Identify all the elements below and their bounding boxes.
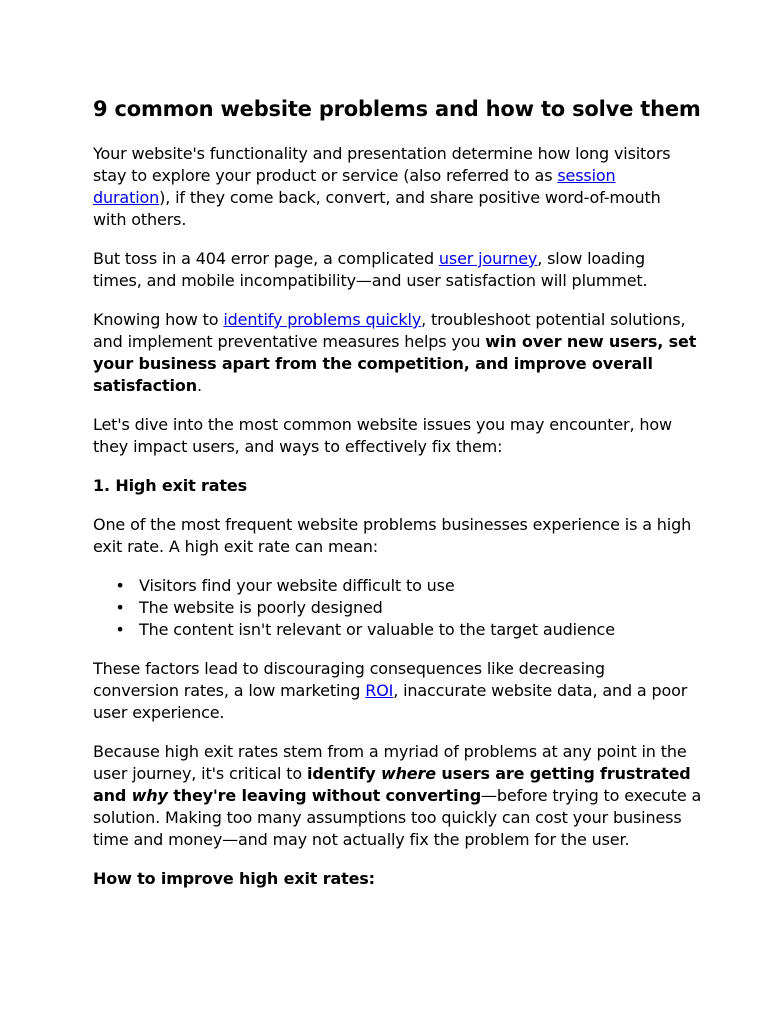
consequences-line-2-after: , inaccurate website data, and a poor	[393, 681, 688, 700]
list-item-text: The content isn't relevant or valuable to the target audience	[139, 620, 615, 639]
exit-rate-line-1: One of the most frequent website problems businesses experience is a high	[93, 515, 692, 534]
because-line-2	[93, 763, 691, 785]
intro-line-2	[93, 165, 681, 187]
problems-line-2: times, and mobile incompatibility—and user satisfaction will plummet.	[93, 271, 648, 290]
intro-line-2-text: stay to explore your product or service (also referred to as	[93, 166, 558, 185]
because-line-5: time and money—and may not actually fix the problem for the user.	[93, 830, 630, 849]
session-duration-link-part1[interactable]: session	[557, 166, 616, 185]
knowing-line-3	[93, 353, 681, 375]
knowing-line-2-bold: win over new users, set	[485, 332, 697, 351]
because-paragraph	[93, 741, 702, 851]
consequences-line-3: user experience.	[93, 703, 225, 722]
knowing-paragraph	[93, 309, 697, 397]
consequences-line-1: These factors lead to discouraging consequences like decreasing	[93, 659, 605, 678]
consequences-line-2-before: conversion rates, a low marketing	[93, 681, 366, 700]
knowing-line-2-normal: and implement preventative measures helps you	[93, 332, 486, 351]
knowing-line-1	[93, 309, 686, 331]
intro-paragraph	[93, 143, 681, 231]
dive-line-2: they impact users, and ways to effectively fix them:	[93, 437, 503, 456]
because-line-3-normal: —before trying to execute a	[481, 786, 702, 805]
because-line-3	[93, 785, 702, 807]
knowing-line-4-bold: satisfaction	[93, 376, 197, 395]
because-line-3-bold-start: and	[93, 786, 132, 805]
intro-line-1: Your website's functionality and presentation determine how long visitors	[93, 144, 671, 163]
because-line-3-bold	[93, 786, 481, 805]
intro-line-4: with others.	[93, 210, 187, 229]
section-heading-high-exit-rates: 1. High exit rates	[93, 476, 247, 495]
intro-line-3-text: ), if they come back, convert, and share positive word-of-mouth	[159, 188, 661, 207]
because-line-2-bold	[307, 764, 691, 783]
problems-line-1	[93, 248, 681, 270]
exit-rate-paragraph	[93, 514, 692, 558]
list-item-text: Visitors find your website difficult to use	[139, 576, 455, 595]
list-item	[115, 619, 681, 641]
knowing-line-4	[93, 375, 681, 397]
exit-rate-line-2: exit rate. A high exit rate can mean:	[93, 537, 378, 556]
consequences-paragraph	[93, 658, 688, 724]
list-item	[115, 597, 681, 619]
dive-line-1: Let's dive into the most common website issues you may encounter, how	[93, 415, 672, 434]
roi-link[interactable]: ROI	[365, 681, 394, 700]
dive-paragraph	[93, 414, 681, 458]
bullet-icon: •	[115, 620, 125, 639]
problems-line-1-after: , slow loading	[537, 249, 645, 268]
knowing-line-1-after: , troubleshoot potential solutions,	[421, 310, 686, 329]
consequences-line-2	[93, 680, 688, 702]
intro-line-3	[93, 187, 681, 209]
because-line-2-bold-end: users are getting frustrated	[435, 764, 691, 783]
because-line-2-normal: user journey, it's critical to	[93, 764, 307, 783]
because-line-3-bold-end: they're leaving without converting	[167, 786, 482, 805]
because-line-2-bold-start: identify	[307, 764, 381, 783]
because-line-4: solution. Making too many assumptions too quickly can cost your business	[93, 808, 682, 827]
list-item-text: The website is poorly designed	[139, 598, 383, 617]
because-line-3-emphasis: why	[131, 786, 168, 805]
session-duration-link-part2[interactable]: duration	[93, 188, 160, 207]
knowing-line-3-bold: your business apart from the competition, and improve overall	[93, 354, 653, 373]
problems-line-1-before: But toss in a 404 error page, a complicated	[93, 249, 439, 268]
knowing-line-4-end: .	[196, 376, 202, 395]
knowing-line-2	[93, 331, 697, 353]
bullet-icon: •	[115, 598, 125, 617]
because-line-2-emphasis: where	[380, 764, 436, 783]
because-line-1: Because high exit rates stem from a myriad of problems at any point in the	[93, 742, 687, 761]
identify-problems-link[interactable]: identify problems quickly	[223, 310, 422, 329]
user-journey-link[interactable]: user journey	[438, 249, 538, 268]
problems-paragraph	[93, 248, 681, 292]
exit-rate-reasons-list	[93, 575, 681, 641]
bullet-icon: •	[115, 576, 125, 595]
article-title: 9 common website problems and how to solve them	[93, 97, 701, 121]
knowing-line-1-before: Knowing how to	[93, 310, 224, 329]
list-item	[115, 575, 681, 597]
how-to-improve-heading: How to improve high exit rates:	[93, 869, 375, 888]
article-body	[93, 93, 702, 907]
